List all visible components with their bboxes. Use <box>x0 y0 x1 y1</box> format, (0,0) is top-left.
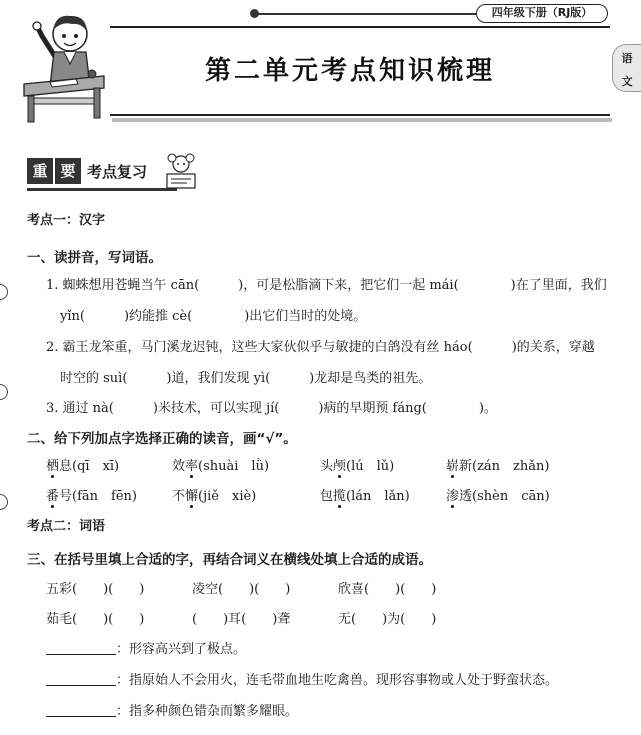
page-title: 第二单元考点知识梳理 <box>204 56 495 86</box>
key-point-2-heading: 考点二：词语 <box>27 519 106 534</box>
idiom-definition: ：形容高兴到了极点。 <box>46 641 246 659</box>
question-1-line: yǐn( )约能推 cè( )出它们当时的处境。 <box>60 309 367 324</box>
idiom-definition: ：指原始人不会用火，连毛带血地生吃禽兽。现形容事物或人处于野蛮状态。 <box>46 672 558 690</box>
dotted-char: 率 <box>185 459 199 474</box>
pronunciation-item: 渗透(shèn cān) <box>446 489 550 504</box>
question-3-title: 三、在括号里填上合适的字，再结合词义在横线处填上合适的成语。 <box>27 552 432 568</box>
idiom-item: 无( )为( ) <box>338 612 437 627</box>
idiom-item: ( )耳( )聋 <box>192 612 291 627</box>
dotted-char: 崭 <box>446 459 460 474</box>
question-1-line: 1. 蜘蛛想用苍蝇当午 cān( )，可是松脂滴下来，把它们一起 mái( )在了里面，我们 <box>46 278 607 293</box>
pronunciation-item: 包揽(lán lǎn) <box>320 489 410 504</box>
section-underline <box>27 188 177 191</box>
subject-tab-char: 语 <box>621 52 633 65</box>
idiom-item: 欣喜( )( ) <box>338 582 437 597</box>
question-1-line: 时空的 suì( )道，我们发现 yì( )龙却是鸟类的祖先。 <box>60 371 432 386</box>
pronunciation-item: 头颅(lú lǔ) <box>320 459 395 474</box>
section-badge-char: 重 <box>27 158 53 184</box>
section-heading <box>27 155 147 187</box>
section-heading-text: 考点复习 <box>87 162 148 181</box>
pronunciation-item: 不懈(jiě xiè) <box>172 489 257 504</box>
pronunciation-item: 栖息(qī xī) <box>46 459 120 474</box>
pronunciation-item: 崭新(zán zhǎn) <box>446 459 550 474</box>
answer-blank[interactable] <box>46 703 116 717</box>
question-1-line: 2. 霸王龙笨重，马门溪龙迟钝，这些大家伙似乎与敏捷的白鸽没有丝 háo( )的关系，穿越 <box>46 340 595 355</box>
student-at-desk-illustration <box>20 6 106 124</box>
idiom-item: 茹毛( )( ) <box>46 612 145 627</box>
dotted-char: 揽 <box>333 489 347 504</box>
subject-tab <box>612 44 641 92</box>
pronunciation-item: 效率(shuài lǜ) <box>172 459 270 474</box>
answer-blank[interactable] <box>46 641 116 655</box>
binding-hole-icon <box>0 494 8 510</box>
dotted-char: 颅 <box>333 459 347 474</box>
idiom-item: 五彩( )( ) <box>46 582 145 597</box>
idiom-definition: ：指多种颜色错杂而繁多耀眼。 <box>46 703 298 721</box>
pronunciation-item: 番号(fān fēn) <box>46 489 137 504</box>
idiom-item: 凌空( )( ) <box>192 582 291 597</box>
dotted-char: 懈 <box>185 489 199 504</box>
dotted-char: 栖 <box>46 459 60 474</box>
binding-hole-icon <box>0 384 8 400</box>
question-1-title: 一、读拼音，写词语。 <box>27 250 162 266</box>
question-2-title: 二、给下列加点字选择正确的读音，画“√”。 <box>27 431 297 447</box>
page-header <box>0 0 641 140</box>
girl-mascot-icon <box>163 150 199 190</box>
binding-hole-icon <box>0 284 8 300</box>
dotted-char: 渗 <box>446 489 460 504</box>
question-1-line: 3. 通过 nà( )米技术，可以实现 jí( )病的早期预 fáng( )。 <box>46 401 497 416</box>
grade-label: 四年级下册（RJ版） <box>476 4 608 23</box>
subject-tab-char: 文 <box>621 75 633 88</box>
answer-blank[interactable] <box>46 672 116 686</box>
dotted-char: 番 <box>46 489 60 504</box>
section-badge-char: 要 <box>55 158 81 184</box>
key-point-1-heading: 考点一：汉字 <box>27 213 106 228</box>
